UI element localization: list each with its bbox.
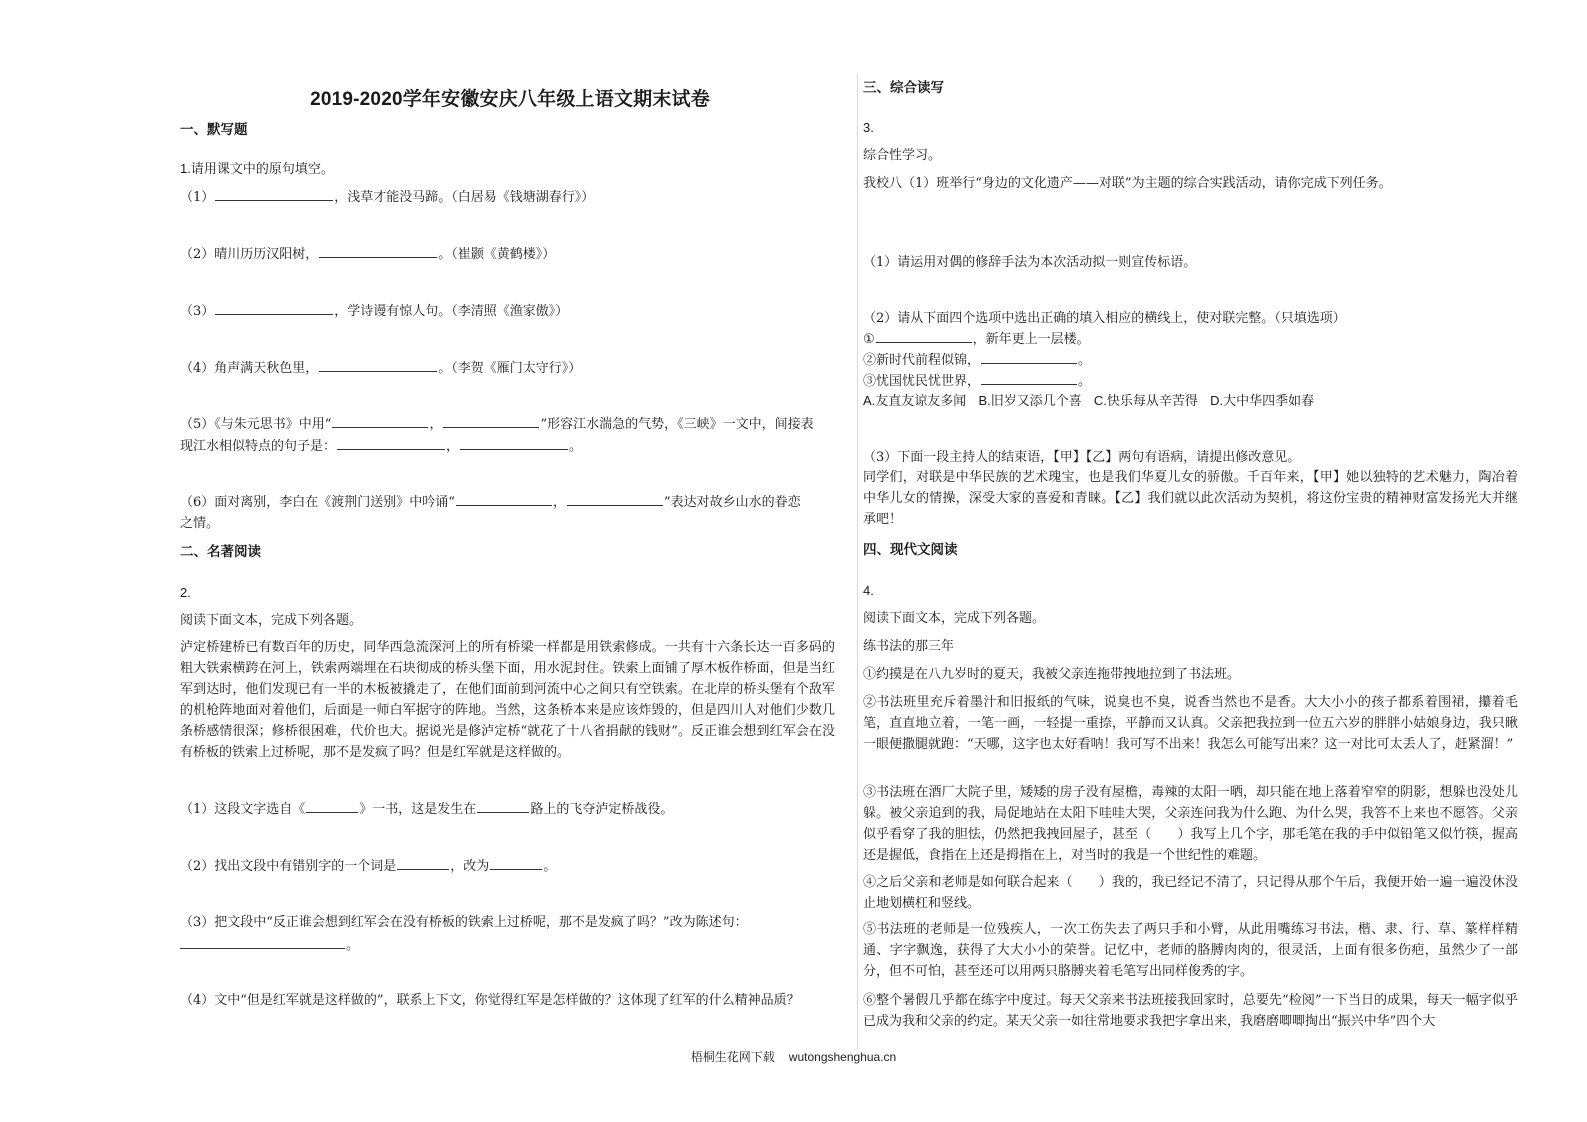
- footer-site-name: 梧桐生花网下载: [690, 1050, 775, 1064]
- question-4-prompt: 阅读下面文本，完成下列各题。: [863, 611, 1046, 626]
- answer-blank[interactable]: [332, 413, 428, 428]
- q1-item-2: [180, 243, 555, 265]
- answer-blank[interactable]: [981, 349, 1077, 364]
- q3-sub-1: （1）请运用对偶的修辞手法为本次活动拟一则宣传标语。: [863, 255, 1197, 270]
- option-c: C.快乐每从辛苦得: [1093, 393, 1198, 409]
- section-heading-classics: 二、名著阅读: [180, 544, 261, 559]
- couplet-line-2: [863, 349, 1091, 371]
- article-paragraph-2: ②书法班里充斥着墨汁和旧报纸的气味，说臭也不臭，说香当然也不是香。大大小小的孩子都系着围裙，攥着毛笔，直直地立着，一笔一画，一轻提一重捺，平静而又认真。父亲把我拉到一位五六岁的胖胖小姑娘身边，我只瞅一眼便撒腿就跑：“天哪，这字也太好看呐！我可写不出来！我怎么可能写出来？这一对比可太丢人了，赶紧溜！”: [863, 695, 1518, 752]
- article-paragraph-5: ⑤书法班的老师是一位残疾人，一次工伤失去了两只手和小臂，从此用嘴练习书法，楷、隶、行、草、篆样样精通、字字飘逸，获得了大大小小的荣誉。记忆中，老师的胳膊肉肉的，很灵活，上面有很多伤疤，虽然少了一部分，但不可怕，甚至还可以用两只胳膊夹着毛笔写出同样俊秀的字。: [863, 922, 1518, 979]
- page-title: 2019-2020学年安徽安庆八年级上语文期末试卷: [310, 89, 710, 110]
- item-text: 路上的飞夺泸定桥战役。: [530, 802, 674, 817]
- couplet-options: [863, 390, 1314, 412]
- question-number: 1.: [180, 161, 191, 176]
- article-paragraph-3: ③书法班在酒厂大院子里，矮矮的房子没有屋檐，毒辣的太阳一晒，却只能在地上落着窄窄的阴影，想躲也没处儿躲。被父亲追到的我，局促地站在太阳下哇哇大哭，父亲连问我为什么跑、为什么哭，我答不上来也不愿答。父亲似乎看穿了我的胆怯，仍然把我拽回屋子，甚至（ ）我写上几个字，那毛笔在我的手中似铅笔又似竹筷，握高还是握低，食指在上还是拇指在上，对当时的我是一个世纪性的难题。: [863, 785, 1518, 863]
- couplet-line-3: [863, 370, 1091, 392]
- q2-sub-1: [180, 798, 673, 820]
- answer-blank[interactable]: [397, 855, 449, 870]
- item-text: ，新年更上一层楼。: [972, 332, 1090, 347]
- q2-sub-4: [180, 990, 800, 1011]
- q1-item-6-line2: 之情。: [180, 516, 220, 531]
- article-paragraph-6: ⑥整个暑假几乎都在练字中度过。每天父亲来书法班接我回家时，总要先“检阅”一下当日的成果，每天一幅字似乎已成为我和父亲的约定。某天父亲一如往常地要求我把字拿出来，我磨磨唧唧掏出“振兴中华”四个大: [863, 993, 1518, 1029]
- item-text: 。: [1078, 353, 1092, 368]
- answer-blank[interactable]: [319, 357, 437, 372]
- item-label: （2）: [180, 859, 215, 874]
- q3-sub-3-passage: 同学们，对联是中华民族的艺术瑰宝，也是我们华夏儿女的骄傲。千百年来，【甲】她以独特的艺术魅力，陶冶着中华儿女的情操，深受大家的喜爱和青睐。【乙】我们就以此次活动为契机，将这份宝贵的精神财富发扬光大并继承吧！: [863, 470, 1518, 527]
- question-2-prompt: 阅读下面文本，完成下列各题。: [180, 613, 363, 628]
- item-label: ③: [863, 374, 877, 389]
- answer-blank[interactable]: [215, 300, 333, 315]
- item-text: ，: [429, 417, 443, 432]
- item-text: ，浅草才能没马蹄。（白居易《钱塘湖春行》）: [334, 190, 595, 205]
- couplet-line-1: [863, 328, 1090, 350]
- item-text: 晴川历历汉阳树，: [214, 247, 319, 262]
- item-text: ”形容江水湍急的气势，《三峡》一文中，间接表: [540, 417, 814, 432]
- item-label: ①: [863, 332, 875, 347]
- item-text: ，改为: [450, 859, 490, 874]
- item-text: 《与朱元思书》中用“: [214, 417, 332, 432]
- question-2-number: 2.: [180, 585, 191, 600]
- section-heading-modern-reading: 四、现代文阅读: [863, 542, 958, 557]
- item-text: 现江水相似特点的句子是：: [180, 439, 337, 454]
- q1-item-5-line2: [180, 435, 582, 457]
- item-label: （1）: [180, 190, 215, 205]
- item-label: ②: [863, 353, 877, 368]
- item-label: （2）: [180, 247, 215, 262]
- item-label: （5）: [180, 417, 215, 432]
- item-text: 把文段中“反正谁会想到红军会在没有桥板的铁索上过桥呢，那不是发疯了吗？”改为陈述句：: [214, 915, 748, 930]
- answer-blank[interactable]: [490, 855, 542, 870]
- answer-blank[interactable]: [180, 934, 345, 949]
- item-text: 》一书，这是发生在: [359, 802, 477, 817]
- reading-passage: 泸定桥建桥已有数百年的历史，同华西急流深河上的所有桥梁一样都是用铁索修成。一共有十六条长达一百多码的粗大铁索横跨在河上，铁索两端埋在石块彻成的桥头堡下面，用水泥封住。铁索上面铺了厚木板作桥面，但是当红军到达时，他们发现已有一半的木板被撬走了，在他们面前到河流中心之间只有空铁索。在北岸的桥头堡有个敌军的机枪阵地面对着他们，后面是一师白军据守的阵地。当然，这条桥本来是应该炸毁的，但是四川人对他们少数几条桥感情很深；修桥很困难，代价也大。据说光是修泸定桥“就花了十八省捐献的钱财”。反正谁会想到红军会在没有桥板的铁索上过桥呢，那不是发疯了吗？但是红军就是这样做的。: [180, 640, 835, 760]
- article-title: 练书法的那三年: [863, 639, 955, 654]
- item-label: （1）: [180, 802, 215, 817]
- q1-item-6-line1: [180, 491, 801, 513]
- item-text: 。（崔颢《黄鹤楼》）: [438, 247, 556, 262]
- item-text: 。: [543, 859, 557, 874]
- item-label: （3）: [180, 304, 215, 319]
- item-text: 面对离别，李白在《渡荆门送别》中吟诵“: [214, 495, 455, 510]
- item-text: 新时代前程似锦，: [876, 353, 981, 368]
- item-text: ，: [552, 495, 566, 510]
- item-text: ”表达对故乡山水的眷恋: [663, 495, 801, 510]
- item-label: （6）: [180, 495, 215, 510]
- item-text: 。: [1078, 374, 1092, 389]
- question-4-number: 4.: [863, 583, 874, 598]
- answer-blank[interactable]: [215, 186, 333, 201]
- item-text: 忧国忧民忧世界，: [876, 374, 981, 389]
- question-3-context: 我校八（1）班举行“身边的文化遗产——对联”为主题的综合实践活动，请你完成下列任务。: [863, 176, 1392, 191]
- question-3-intro: 综合性学习。: [863, 148, 942, 163]
- item-text: ，: [446, 439, 460, 454]
- article-paragraph-4: ④之后父亲和老师是如何联合起来（ ）我的，我已经记不清了，只记得从那个午后，我便开始一遍一遍没休没止地划横杠和竖线。: [863, 875, 1518, 911]
- answer-blank[interactable]: [319, 243, 437, 258]
- q3-sub-3-prompt: （3）下面一段主持人的结束语，【甲】【乙】两句有语病，请提出修改意见。: [863, 450, 1301, 465]
- article-paragraph-1: ①约摸是在八九岁时的夏天，我被父亲连拖带拽地拉到了书法班。: [863, 667, 1241, 682]
- q1-item-1: [180, 186, 594, 208]
- answer-blank[interactable]: [477, 798, 529, 813]
- option-b: B.旧岁又添几个喜: [978, 393, 1082, 409]
- item-label: （3）: [180, 915, 215, 930]
- footer-url[interactable]: wutongshenghua.cn: [788, 1050, 897, 1064]
- question-1-prompt: [180, 158, 334, 180]
- section-heading-integrated: 三、综合读写: [863, 80, 944, 95]
- q2-sub-3: [180, 912, 748, 933]
- answer-blank[interactable]: [443, 413, 539, 428]
- answer-blank[interactable]: [567, 491, 663, 506]
- answer-blank[interactable]: [981, 370, 1077, 385]
- question-3-number: 3.: [863, 120, 874, 135]
- item-text: 文中“但是红军就是这样做的”，联系上下文，你觉得红军是怎样做的？这体现了红军的什么精神品质？: [214, 993, 800, 1008]
- q1-item-3: [180, 300, 568, 322]
- option-d: D.大中华四季如春: [1210, 393, 1315, 409]
- q3-sub-2-prompt: （2）请从下面四个选项中选出正确的填入相应的横线上，使对联完整。（只填选项）: [863, 311, 1346, 326]
- section-heading-dictation: 一、默写题: [180, 122, 248, 137]
- q1-item-5-line1: [180, 413, 814, 435]
- item-text: 。: [346, 938, 360, 953]
- item-label: （4）: [180, 361, 215, 376]
- item-text: 这段文字选自《: [214, 802, 306, 817]
- answer-blank[interactable]: [456, 491, 552, 506]
- item-text: ，学诗谩有惊人句。（李清照《渔家傲》）: [334, 304, 569, 319]
- q2-sub-2: [180, 855, 556, 877]
- item-text: 角声满天秋色里，: [214, 361, 319, 376]
- q2-sub-3-answer: [180, 934, 359, 956]
- option-a: A.友直友谅友多闻: [863, 393, 967, 409]
- answer-blank[interactable]: [306, 798, 358, 813]
- page-footer: [0, 1048, 1587, 1065]
- item-text: 。（李贺《雁门太守行》）: [438, 361, 582, 376]
- question-text: 请用课文中的原句填空。: [190, 162, 334, 177]
- answer-blank[interactable]: [337, 435, 445, 450]
- q1-item-4: [180, 357, 581, 379]
- item-label: （4）: [180, 993, 215, 1008]
- item-text: 找出文段中有错别字的一个词是: [214, 859, 397, 874]
- column-divider: [857, 74, 858, 1049]
- item-text: 。: [569, 439, 583, 454]
- answer-blank[interactable]: [460, 435, 568, 450]
- answer-blank[interactable]: [876, 328, 972, 343]
